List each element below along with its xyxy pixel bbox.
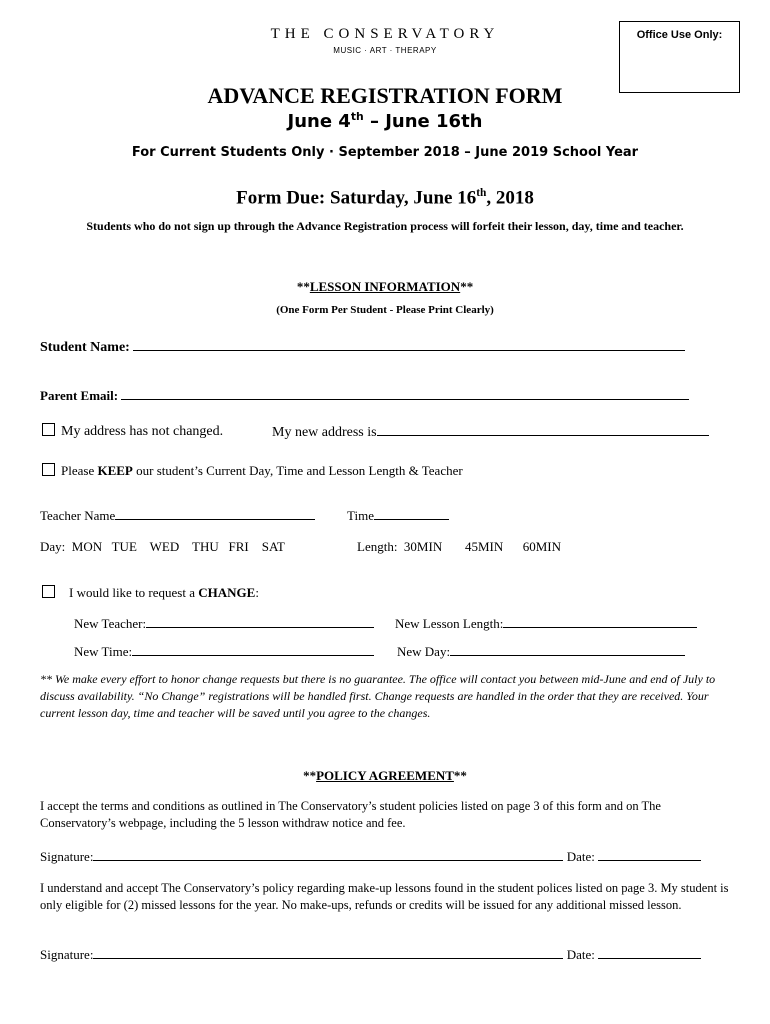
student-name-field[interactable] [133, 338, 685, 351]
date-field-2[interactable] [598, 946, 701, 959]
keep-emphasis: KEEP [97, 463, 133, 478]
new-teacher-field[interactable] [146, 615, 374, 628]
address-unchanged-checkbox[interactable] [42, 423, 55, 436]
address-unchanged-label: My address has not changed. [61, 424, 224, 439]
signature-label-1: Signature: [40, 849, 94, 864]
signature-row-1 [40, 848, 701, 865]
new-time-label: New Time: [74, 644, 133, 659]
student-name-row [40, 338, 685, 356]
new-address-field[interactable] [377, 423, 709, 436]
address-row [42, 423, 223, 440]
terms-paragraph: I accept the terms and conditions as outlined in The Conservatory’s student policies listed on page 3 of this form and on The Conservatory’s webpage, including the 5 lesson withdraw notice and fee. [40, 799, 661, 830]
parent-email-row [40, 387, 689, 404]
keep-current-checkbox[interactable] [42, 463, 55, 476]
teacher-name-label: Teacher Name [40, 508, 116, 523]
forfeit-notice: Students who do not sign up through the Advance Registration process will forfeit their lesson, day, time and teacher. [86, 219, 684, 233]
new-length-label: New Lesson Length: [395, 616, 504, 631]
lesson-info-header: **LESSON INFORMATION** [296, 279, 474, 294]
new-length-field[interactable] [503, 615, 697, 628]
new-day-field[interactable] [450, 643, 685, 656]
time-field[interactable] [374, 507, 449, 520]
keep-row: Please KEEP our student’s Current Day, Time and Lesson Length & Teacher [42, 463, 463, 479]
teacher-name-field[interactable] [115, 507, 315, 520]
signature-label-2: Signature: [40, 947, 94, 962]
request-change-checkbox[interactable] [42, 585, 55, 598]
new-address-label: My new address is [272, 425, 377, 440]
new-address-row [272, 423, 709, 441]
date-label-1: Date: [566, 849, 595, 864]
brand-name: THE CONSERVATORY [270, 26, 500, 42]
time-row [347, 507, 449, 524]
new-day-row [397, 643, 685, 660]
time-label: Time [347, 508, 374, 523]
new-time-field[interactable] [132, 643, 374, 656]
form-due-date: Form Due: Saturday, June 16th, 2018 [236, 187, 534, 209]
signature-field-1[interactable] [93, 848, 563, 861]
date-field-1[interactable] [598, 848, 701, 861]
day-options[interactable]: Day: MON TUE WED THU FRI SAT [40, 539, 285, 554]
new-teacher-row [74, 615, 374, 632]
new-teacher-label: New Teacher: [74, 616, 147, 631]
parent-email-field[interactable] [121, 387, 689, 400]
policy-header: **POLICY AGREEMENT** [303, 768, 467, 783]
new-day-label: New Day: [397, 644, 451, 659]
change-request-note: ** We make every effort to honor change requests but there is no guarantee. The office will contact you between mid-June and end of July to discuss availability. “No Change” registrations will be handled first. Change requests are handled in the order that they are received. Your current lesson day, time and teacher will be saved until you agree to the changes. [40, 672, 716, 720]
teacher-name-row [40, 507, 315, 524]
school-year-line: For Current Students Only · September 2018 – June 2019 School Year [131, 145, 639, 160]
makeup-paragraph: I understand and accept The Conservatory’s policy regarding make-up lessons found in the student polices listed on page 3. My student is only eligible for (2) missed lessons for the year. No make-ups, refunds or credits will be issued for any additional missed lesson. [40, 881, 729, 912]
form-title: ADVANCE REGISTRATION FORM [207, 83, 563, 108]
change-row: I would like to request a CHANGE: [42, 585, 259, 601]
lesson-info-subheader: (One Form Per Student - Please Print Clearly) [276, 304, 494, 316]
change-emphasis: CHANGE [198, 585, 256, 600]
new-time-row [74, 643, 374, 660]
new-length-row [395, 615, 697, 632]
office-use-label: Office Use Only: [636, 29, 723, 41]
date-label-2: Date: [566, 947, 595, 962]
registration-dates: June 4th – June 16th [287, 110, 483, 132]
parent-email-label: Parent Email: [40, 388, 119, 403]
signature-field-2[interactable] [93, 946, 563, 959]
signature-row-2 [40, 946, 701, 963]
length-options[interactable]: Length: 30MIN 45MIN 60MIN [357, 539, 562, 554]
student-name-label: Student Name: [40, 340, 130, 355]
brand-tagline: MUSIC · ART · THERAPY [333, 46, 437, 55]
